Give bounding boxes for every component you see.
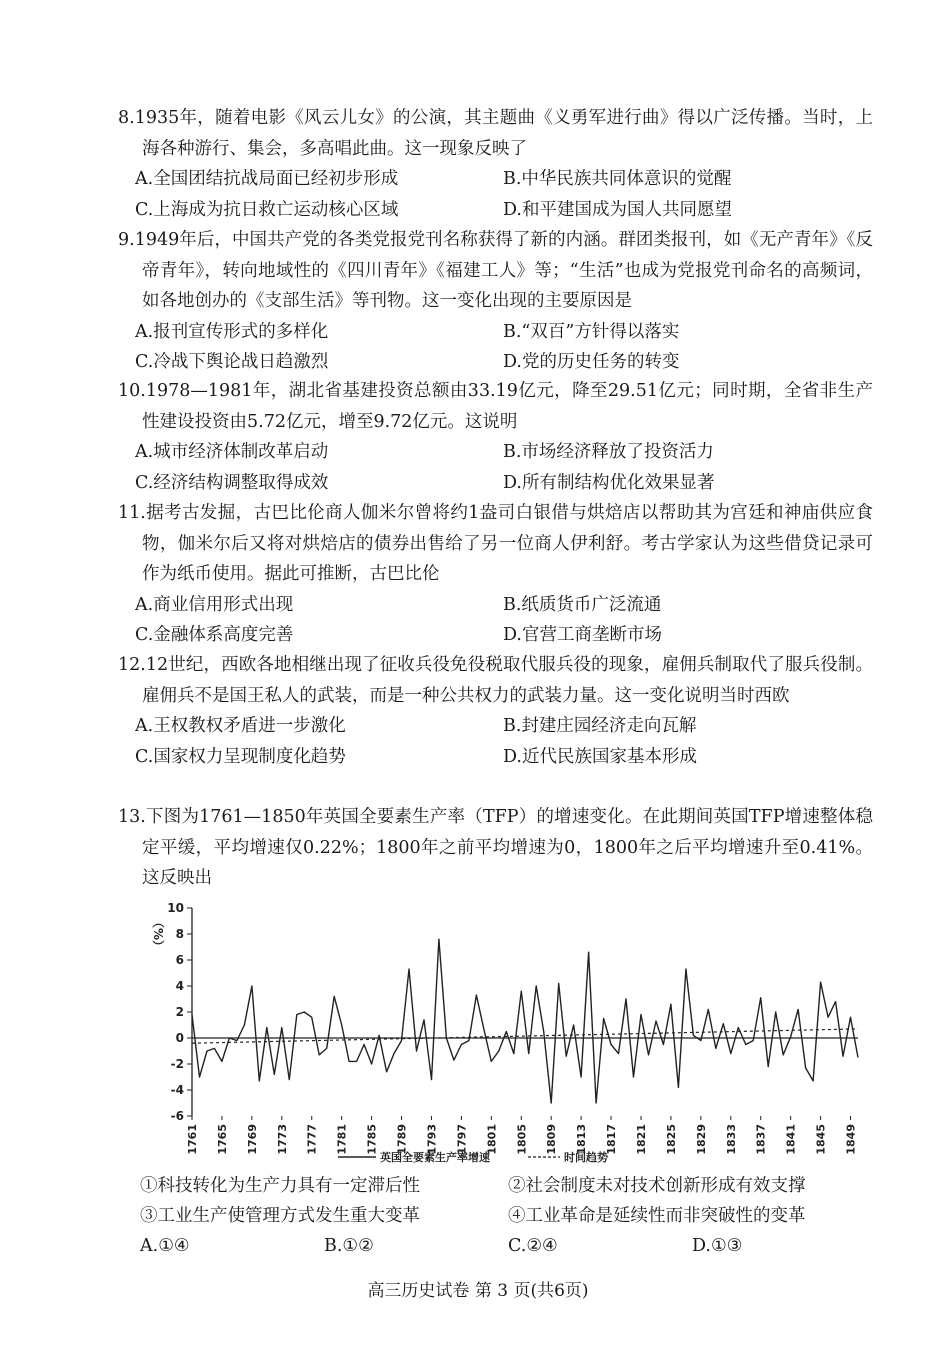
- legend-label-trend: 时间趋势: [564, 1151, 608, 1164]
- option-b[interactable]: B.纸质货币广泛流通: [503, 594, 662, 615]
- option-c[interactable]: C.经济结构调整取得成效: [135, 472, 329, 493]
- choice-a[interactable]: A.①④: [140, 1236, 190, 1256]
- choice-list: [140, 1231, 880, 1261]
- x-tick-label: 1773: [275, 1124, 289, 1155]
- y-tick-label: 2: [175, 1005, 184, 1019]
- option-c[interactable]: C.金融体系高度完善: [135, 625, 294, 645]
- question-11: [118, 498, 873, 651]
- y-axis-label: （%）: [151, 916, 165, 953]
- option-b[interactable]: B.封建庄园经济走向瓦解: [503, 716, 697, 736]
- option-a[interactable]: A.报刊宣传形式的多样化: [135, 321, 329, 342]
- option-d[interactable]: D.所有制结构优化效果显著: [503, 472, 715, 493]
- choice-b[interactable]: B.①②: [324, 1236, 374, 1256]
- y-tick-label: 4: [175, 979, 184, 993]
- x-tick-label: 1777: [305, 1124, 319, 1155]
- x-tick-label: 1765: [215, 1124, 229, 1155]
- legend-label-tfp-growth: 英国全要素生产率增速: [380, 1151, 490, 1164]
- x-tick-label: 1825: [664, 1124, 678, 1155]
- y-tick-label: -6: [170, 1109, 184, 1123]
- x-tick-label: 1789: [395, 1124, 409, 1155]
- x-tick-label: 1813: [575, 1124, 589, 1155]
- question-13: [118, 802, 873, 894]
- chart-svg: [140, 898, 875, 1168]
- option-a[interactable]: A.商业信用形式出现: [135, 594, 294, 615]
- option-d[interactable]: D.和平建国成为国人共同愿望: [503, 199, 732, 220]
- question-8: [118, 103, 873, 225]
- y-tick-label: 10: [167, 901, 184, 915]
- y-tick-label: 0: [175, 1031, 184, 1045]
- x-tick-label: 1809: [545, 1124, 559, 1155]
- x-tick-label: 1841: [784, 1124, 798, 1155]
- option-d[interactable]: D.党的历史任务的转变: [503, 352, 680, 372]
- x-tick-label: 1801: [485, 1124, 499, 1155]
- y-tick-label: -4: [170, 1083, 184, 1097]
- x-tick-label: 1849: [844, 1124, 858, 1155]
- question-stem: 12.12世纪，西欧各地相继出现了征收兵役免役税取代服兵役的现象，雇佣兵制取代了服兵役制。雇佣兵不是国王私人的武装，而是一种公共权力的武装力量。这一变化说明当时西欧: [118, 655, 873, 706]
- x-tick-label: 1817: [605, 1124, 619, 1155]
- choice-d[interactable]: D.①③: [692, 1236, 743, 1256]
- option-c[interactable]: C.上海成为抗日救亡运动核心区域: [135, 199, 399, 220]
- question-10: [118, 376, 873, 498]
- question-12: [118, 650, 873, 772]
- statement-list: [140, 1171, 880, 1261]
- x-tick-label: 1793: [425, 1124, 439, 1155]
- option-b[interactable]: B.市场经济释放了投资活力: [503, 442, 714, 462]
- question-stem: 13.下图为1761—1850年英国全要素生产率（TFP）的增速变化。在此期间英国TFP增速整体稳定平缓，平均增速仅0.22%；1800年之前平均增速为0，1800年之后平均增速升至0.41%。这反映出: [118, 807, 873, 888]
- question-stem: 10.1978—1981年，湖北省基建投资总额由33.19亿元，降至29.51亿元；同时期，全省非生产性建设投资由5.72亿元，增至9.72亿元。这说明: [118, 381, 873, 432]
- statement-2: ②社会制度未对技术创新形成有效支撑: [508, 1176, 806, 1196]
- option-a[interactable]: A.全国团结抗战局面已经初步形成: [135, 169, 399, 189]
- option-list: [118, 590, 873, 651]
- option-a[interactable]: A.王权教权矛盾进一步激化: [135, 716, 346, 736]
- series-line-tfp-growth: [192, 939, 858, 1103]
- y-tick-label: -2: [170, 1057, 184, 1071]
- option-list: [118, 437, 873, 498]
- x-tick-label: 1829: [694, 1124, 708, 1155]
- option-a[interactable]: A.城市经济体制改革启动: [135, 442, 329, 462]
- question-stem: 9.1949年后，中国共产党的各类党报党刊名称获得了新的内涵。群团类报刊，如《无产青年》《反帝青年》，转向地域性的《四川青年》《福建工人》等；“生活”也成为党报党刊命名的高频词，如各地创办的《支部生活》等刊物。这一变化出现的主要原因是: [118, 230, 873, 311]
- option-b[interactable]: B.“双百”方针得以落实: [503, 321, 680, 342]
- option-list: [118, 164, 873, 225]
- option-b[interactable]: B.中华民族共同体意识的觉醒: [503, 169, 732, 189]
- x-tick-label: 1845: [814, 1124, 828, 1155]
- tfp-growth-chart: [140, 898, 875, 1168]
- x-tick-label: 1769: [245, 1124, 259, 1155]
- option-c[interactable]: C.国家权力呈现制度化趋势: [135, 746, 346, 767]
- x-tick-label: 1821: [634, 1124, 648, 1155]
- x-tick-label: 1785: [365, 1124, 379, 1155]
- option-d[interactable]: D.官营工商垄断市场: [503, 625, 662, 645]
- x-tick-label: 1781: [335, 1124, 349, 1155]
- x-tick-label: 1761: [186, 1124, 199, 1155]
- series-line-trend: [192, 1029, 858, 1043]
- y-tick-label: 6: [175, 953, 184, 967]
- option-list: [118, 711, 873, 772]
- statement-3: ③工业生产使管理方式发生重大变革: [140, 1206, 420, 1226]
- x-tick-label: 1805: [515, 1124, 529, 1155]
- x-tick-label: 1797: [455, 1124, 469, 1155]
- page-footer: 高三历史试卷 第 3 页(共6页): [367, 1281, 589, 1300]
- x-tick-label: 1837: [754, 1124, 768, 1155]
- choice-c[interactable]: C.②④: [508, 1236, 558, 1256]
- question-stem: 11.据考古发掘，古巴比伦商人伽米尔曾将约1盎司白银借与烘焙店以帮助其为宫廷和神庙供应食物，伽米尔后又将对烘焙店的债券出售给了另一位商人伊利舒。考古学家认为这些借贷记录可作为纸币使用。据此可推断，古巴比伦: [118, 503, 873, 584]
- option-c[interactable]: C.冷战下舆论战日趋激烈: [135, 352, 329, 372]
- statement-1: ①科技转化为生产力具有一定滞后性: [140, 1176, 420, 1196]
- y-tick-label: 8: [175, 927, 184, 941]
- option-d[interactable]: D.近代民族国家基本形成: [503, 746, 697, 767]
- statement-4: ④工业革命是延续性而非突破性的变革: [508, 1206, 806, 1226]
- question-stem: 8.1935年，随着电影《风云儿女》的公演，其主题曲《义勇军进行曲》得以广泛传播。当时，上海各种游行、集会，多高唱此曲。这一现象反映了: [118, 108, 873, 159]
- question-9: [118, 225, 873, 378]
- option-list: [118, 317, 873, 378]
- x-tick-label: 1833: [724, 1124, 738, 1155]
